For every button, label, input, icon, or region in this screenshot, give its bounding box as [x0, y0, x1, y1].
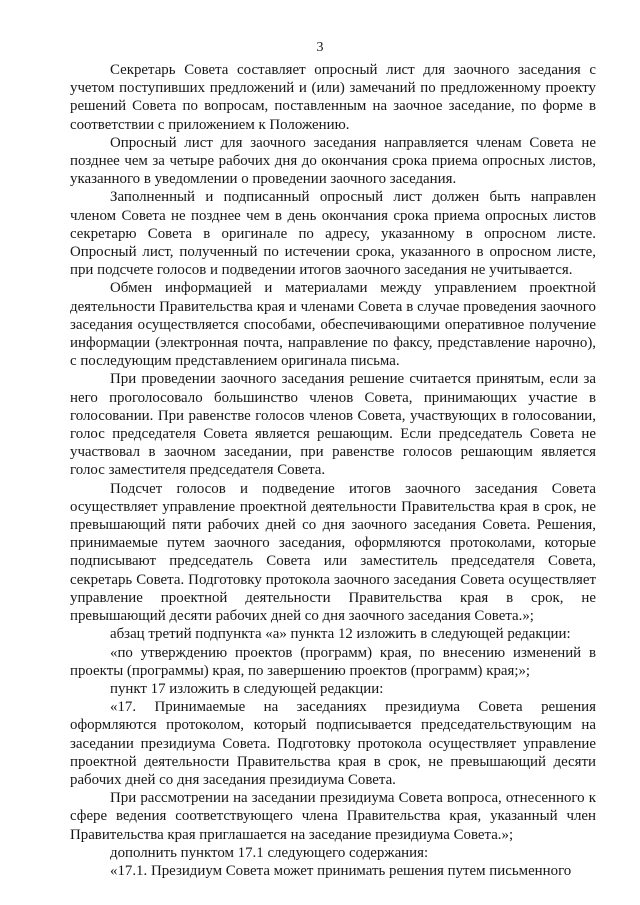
paragraph: «по утверждению проектов (программ) края, по внесению изменений в проекты (программы) края, по завершению проектов (программ) края;»;: [70, 644, 596, 679]
paragraph: абзац третий подпункта «а» пункта 12 изложить в следующей редакции:: [110, 626, 571, 643]
document-body: [70, 61, 596, 880]
paragraph: Подсчет голосов и подведение итогов заочного заседания Совета осуществляет управление проектной деятельности Правительства края в срок, не превышающий пяти рабочих дней со дня заочного заседания Совета. Решения, принимаемые путем заочного заседания, оформляются протоколами, которые подписывают председатель Совета или заместитель председателя Совета, секретарь Совета. Подготовку протокола заочного заседания Совета осуществляет управление проектной деятельности Правительства края в срок, не превышающий десяти рабочих дней со дня заочного заседания Совета.»;: [70, 480, 596, 625]
page-number: 3: [316, 40, 324, 55]
paragraph: При рассмотрении на заседании президиума Совета вопроса, отнесенного к сфере ведения соответствующего члена Правительства края, указанный член Правительства края приглашается на заседание президиума Совета.»;: [70, 790, 596, 843]
paragraph: При проведении заочного заседания решение считается принятым, если за него проголосовало большинство членов Совета, принимающих участие в голосовании. При равенстве голосов членов Совета, участвующих в голосовании, голос председателя Совета является решающим. Если председатель Совета не участвовал в заочном заседании, при равенстве голосов решающим является голос заместителя председателя Совета.: [70, 371, 596, 479]
paragraph: «17.1. Президиум Совета может принимать решения путем письменного: [110, 862, 572, 879]
paragraph: «17. Принимаемые на заседаниях президиума Совета решения оформляются протоколом, который подписывается председательствующим на заседании президиума Совета. Подготовку протокола осуществляет управление проектной деятельности Правительства края в срок, не превышающий десяти рабочих дней со дня заседания президиума Совета.: [70, 699, 596, 788]
paragraph: дополнить пунктом 17.1 следующего содержания:: [110, 844, 429, 861]
paragraph: пункт 17 изложить в следующей редакции:: [110, 680, 384, 697]
paragraph: Опросный лист для заочного заседания направляется членам Совета не позднее чем за четыре рабочих дня до окончания срока приема опросных листов, указанного в уведомлении о проведении заочного заседания.: [70, 134, 596, 188]
paragraph: Обмен информацией и материалами между управлением проектной деятельности Правительства края и членами Совета в случае проведения заочного заседания осуществляется способами, обеспечивающими оперативное получение информации (электронная почта, направление по факсу, представление нарочно), с последующим представлением оригинала письма.: [70, 280, 596, 370]
paragraph: Секретарь Совета составляет опросный лист для заочного заседания с учетом поступивших предложений и (или) замечаний по предложенному проекту решений Совета по вопросам, поставленным на заочное заседание, по форме в соответствии с приложением к Положению.: [70, 62, 596, 133]
paragraph: Заполненный и подписанный опросный лист должен быть направлен членом Совета не позднее чем в день окончания срока приема опросных листов секретарю Совета в оригинале по адресу, указанному в опросном листе. Опросный лист, полученный по истечении срока, указанного в опросном листе, при подсчете голосов и подведении итогов заочного заседания не учитывается.: [70, 189, 596, 279]
